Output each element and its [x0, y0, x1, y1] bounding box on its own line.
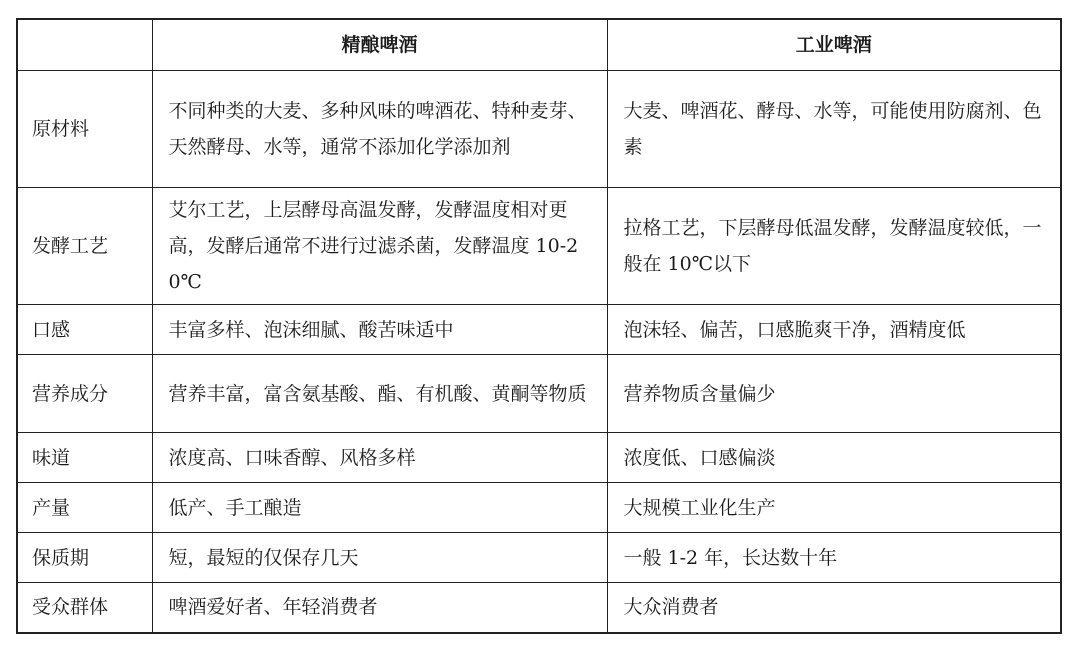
- table-row: [17, 483, 1061, 533]
- header-craft-beer: 精酿啤酒: [152, 19, 607, 71]
- industrial-cell: 大众消费者: [607, 583, 1061, 633]
- header-corner: [17, 19, 152, 71]
- header-industrial-beer: 工业啤酒: [607, 19, 1061, 71]
- craft-cell: 啤酒爱好者、年轻消费者: [152, 583, 607, 633]
- craft-cell: 丰富多样、泡沫细腻、酸苦味适中: [152, 305, 607, 355]
- industrial-cell: 浓度低、口感偏淡: [607, 433, 1061, 483]
- row-label: 味道: [17, 433, 152, 483]
- industrial-cell: 营养物质含量偏少: [607, 355, 1061, 433]
- craft-cell: 低产、手工酿造: [152, 483, 607, 533]
- craft-cell: 营养丰富，富含氨基酸、酯、有机酸、黄酮等物质: [152, 355, 607, 433]
- craft-cell: 短，最短的仅保存几天: [152, 533, 607, 583]
- row-label: 受众群体: [17, 583, 152, 633]
- industrial-cell: 一般 1-2 年，长达数十年: [607, 533, 1061, 583]
- industrial-cell: 拉格工艺，下层酵母低温发酵，发酵温度较低，一般在 10℃以下: [607, 188, 1061, 305]
- industrial-cell: 大麦、啤酒花、酵母、水等，可能使用防腐剂、色素: [607, 71, 1061, 188]
- table-row: [17, 583, 1061, 633]
- craft-cell: 浓度高、口味香醇、风格多样: [152, 433, 607, 483]
- table-row: [17, 71, 1061, 188]
- row-label: 口感: [17, 305, 152, 355]
- table-row: [17, 433, 1061, 483]
- craft-cell: 不同种类的大麦、多种风味的啤酒花、特种麦芽、天然酵母、水等，通常不添加化学添加剂: [152, 71, 607, 188]
- craft-cell: 艾尔工艺，上层酵母高温发酵，发酵温度相对更高，发酵后通常不进行过滤杀菌，发酵温度 10-20℃: [152, 188, 607, 305]
- table-row: [17, 355, 1061, 433]
- table-row: [17, 305, 1061, 355]
- industrial-cell: 大规模工业化生产: [607, 483, 1061, 533]
- table-row: [17, 533, 1061, 583]
- comparison-table: [16, 18, 1062, 634]
- industrial-cell: 泡沫轻、偏苦，口感脆爽干净，酒精度低: [607, 305, 1061, 355]
- row-label: 产量: [17, 483, 152, 533]
- row-label: 发酵工艺: [17, 188, 152, 305]
- row-label: 营养成分: [17, 355, 152, 433]
- row-label: 保质期: [17, 533, 152, 583]
- row-label: 原材料: [17, 71, 152, 188]
- header-row: [17, 19, 1061, 71]
- table-row: [17, 188, 1061, 305]
